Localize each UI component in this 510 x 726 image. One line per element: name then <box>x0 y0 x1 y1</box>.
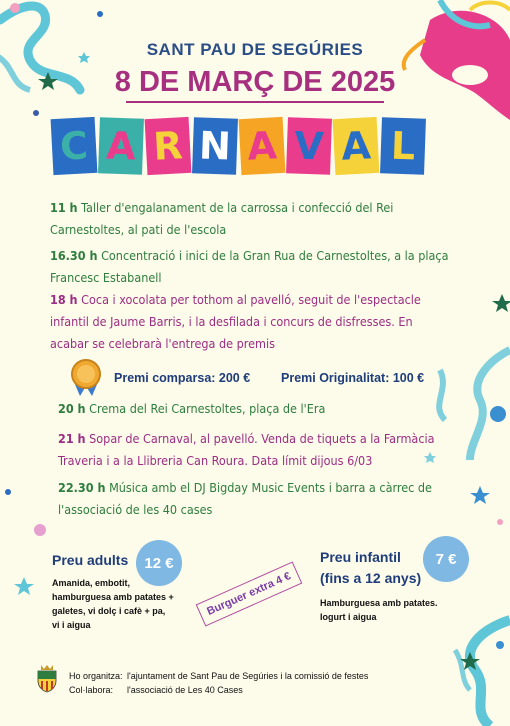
adults-menu <box>52 576 182 632</box>
star-icon <box>470 486 490 504</box>
event-time: 20 h <box>58 401 86 416</box>
event-3 <box>50 289 470 355</box>
title-letter-tile: A <box>333 117 380 175</box>
menu-line: galetes, vi dolç i cafè + pa, <box>52 606 166 616</box>
town-name: SANT PAU DE SEGÚRIES <box>146 40 364 59</box>
kids-menu <box>320 596 450 624</box>
date-underline <box>126 101 384 103</box>
streamer-right <box>470 350 510 460</box>
title-letter-tile: L <box>380 117 426 175</box>
event-time: 21 h <box>58 431 86 446</box>
event-text-line3: acabar se celebrarà l'entrega de premis <box>50 336 275 351</box>
event-time: 16.30 h <box>50 248 98 263</box>
confetti-dot <box>97 11 103 17</box>
confetti-dot <box>5 489 11 495</box>
event-2 <box>50 245 470 289</box>
title-letter-tile: A <box>98 117 144 175</box>
title-letter-tile: N <box>192 117 238 175</box>
confetti-dot <box>496 641 504 649</box>
kids-price-subtitle: (fins a 12 anys) <box>320 570 422 586</box>
event-text: Sopar de Carnaval, al pavelló. Venda de tiquets a la Farmàcia <box>89 431 435 446</box>
confetti-dot <box>10 3 20 13</box>
collabora-value: l'associació de Les 40 Cases <box>127 685 243 695</box>
title-letter-tile: C <box>51 117 98 175</box>
event-text-line2: Carnestoltes, al pati de l'escola <box>50 222 227 237</box>
event-1 <box>50 197 460 241</box>
confetti-dot <box>490 406 506 422</box>
event-text-line2: l'associació de les 40 cases <box>58 502 213 517</box>
menu-line: Hamburguesa amb patates. <box>320 598 438 608</box>
adults-price-title: Preu adults <box>52 552 129 568</box>
menu-line: hamburguesa amb patates + <box>52 592 174 602</box>
adults-price-badge: 12 € <box>136 540 182 586</box>
burger-extra-label: Burguer extra 4 € <box>196 561 303 626</box>
event-text: Concentració i inici de la Gran Rua de Carnestoltes, a la plaça <box>101 248 449 263</box>
title-letter-tile: R <box>145 117 192 175</box>
event-4 <box>58 398 468 420</box>
event-5 <box>58 428 468 472</box>
event-text: Música amb el DJ Bigday Music Events i barra a càrrec de <box>109 480 432 495</box>
event-time: 18 h <box>50 292 78 307</box>
event-text: Coca i xocolata per tothom al pavelló, seguit de l'espectacle <box>81 292 421 307</box>
prize-originalitat: Premi Originalitat: 100 € <box>281 371 425 385</box>
prize-comparsa: Premi comparsa: 200 € <box>114 371 251 385</box>
carnival-mask-icon <box>404 0 510 120</box>
event-text-line2: Francesc Estabanell <box>50 270 162 285</box>
menu-line: Iogurt i aigua <box>320 612 377 622</box>
event-time: 11 h <box>50 200 78 215</box>
confetti-dot <box>33 110 39 116</box>
carnaval-title <box>52 118 425 176</box>
event-text: Taller d'engalanament de la carrossa i confecció del Rei <box>81 200 394 215</box>
kids-price-badge: 7 € <box>423 536 469 582</box>
town-coat-of-arms-icon <box>36 665 58 693</box>
event-text-line2: Traveria i a la Llibreria Can Roura. Data límit dijous 6/03 <box>58 453 373 468</box>
menu-line: vi i aigua <box>52 620 91 630</box>
confetti-dot <box>34 524 46 536</box>
organitza-value: l'ajuntament de Sant Pau de Segúries i la comissió de festes <box>127 671 369 681</box>
streamer-bottom-right <box>470 620 510 726</box>
confetti-dot <box>497 519 503 525</box>
title-letter-tile: V <box>286 117 332 175</box>
medal-icon <box>66 356 106 396</box>
collabora-label: Col·labora: <box>69 685 114 695</box>
event-6 <box>58 477 468 521</box>
kids-price-title: Preu infantil <box>320 549 401 565</box>
menu-line: Amanida, embotit, <box>52 578 131 588</box>
organitza-label: Ho organitza: <box>69 671 123 681</box>
event-date: 8 DE MARÇ DE 2025 <box>114 66 396 98</box>
title-letter-tile: A <box>239 117 286 175</box>
event-text: Crema del Rei Carnestoltes, plaça de l'Era <box>89 401 326 416</box>
star-icon <box>492 294 510 312</box>
event-time: 22.30 h <box>58 480 106 495</box>
event-text-line2: infantil de Jaume Barris, i la desfilada i concurs de disfresses. En <box>50 314 413 329</box>
star-icon <box>14 577 34 595</box>
